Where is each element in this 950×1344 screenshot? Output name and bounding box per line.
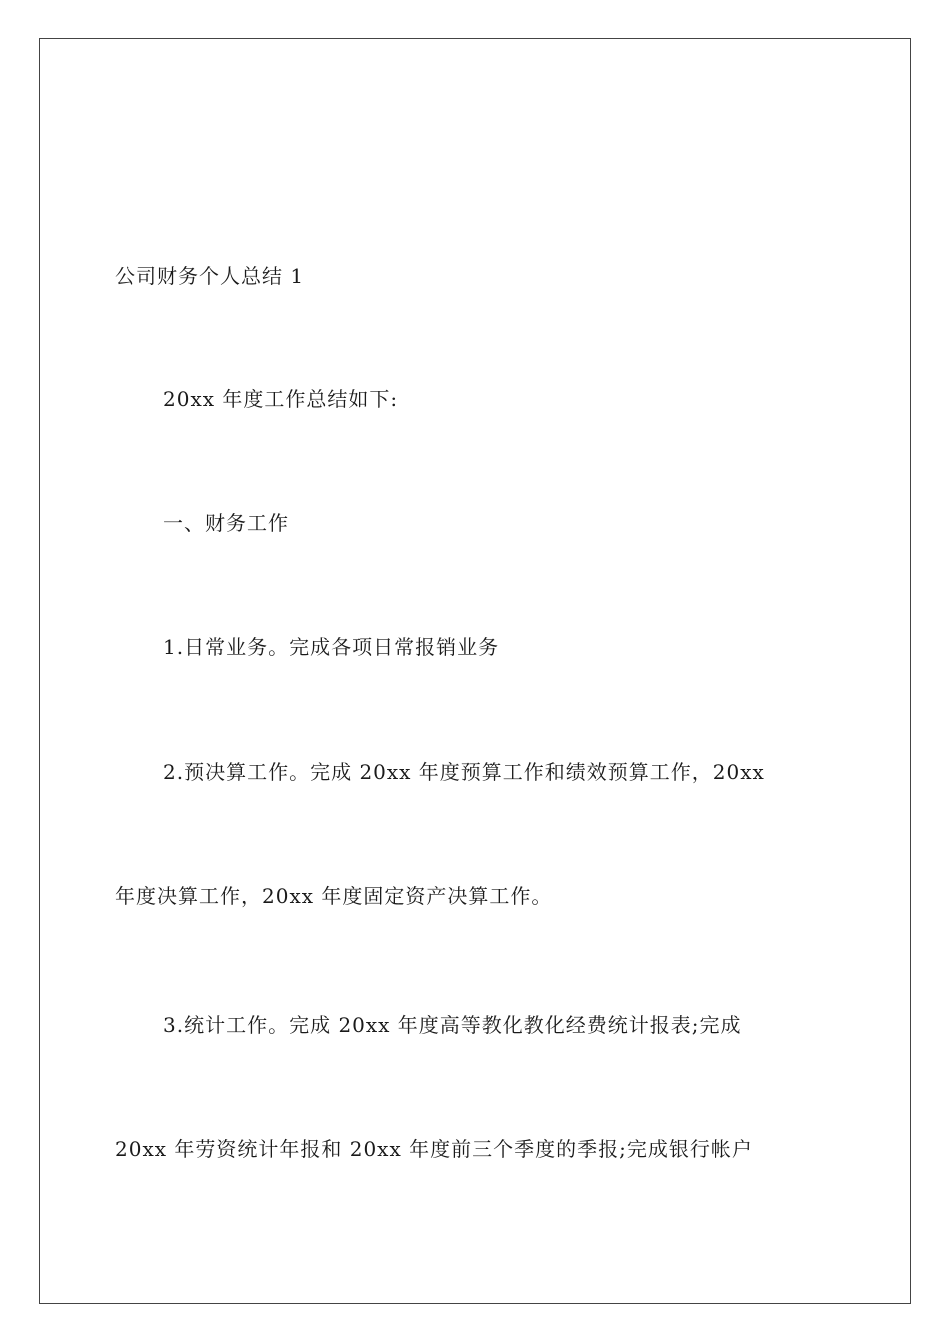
list-item-statistics-line-2: 20xx 年劳资统计年报和 20xx 年度前三个季度的季报;完成银行帐户 xyxy=(115,1137,753,1161)
list-item-daily-business: 1.日常业务。完成各项日常报销业务 xyxy=(163,635,500,659)
document-title: 公司财务个人总结 1 xyxy=(115,264,305,288)
list-item-budget-line-2: 年度决算工作，20xx 年度固定资产决算工作。 xyxy=(115,884,553,908)
intro-paragraph: 20xx 年度工作总结如下: xyxy=(163,387,399,411)
page-border xyxy=(39,38,911,1304)
list-item-budget-line-1: 2.预决算工作。完成 20xx 年度预算工作和绩效预算工作，20xx xyxy=(163,760,765,784)
list-item-statistics-line-1: 3.统计工作。完成 20xx 年度高等教化教化经费统计报表;完成 xyxy=(163,1013,742,1037)
section-heading-finance: 一、财务工作 xyxy=(163,511,289,535)
